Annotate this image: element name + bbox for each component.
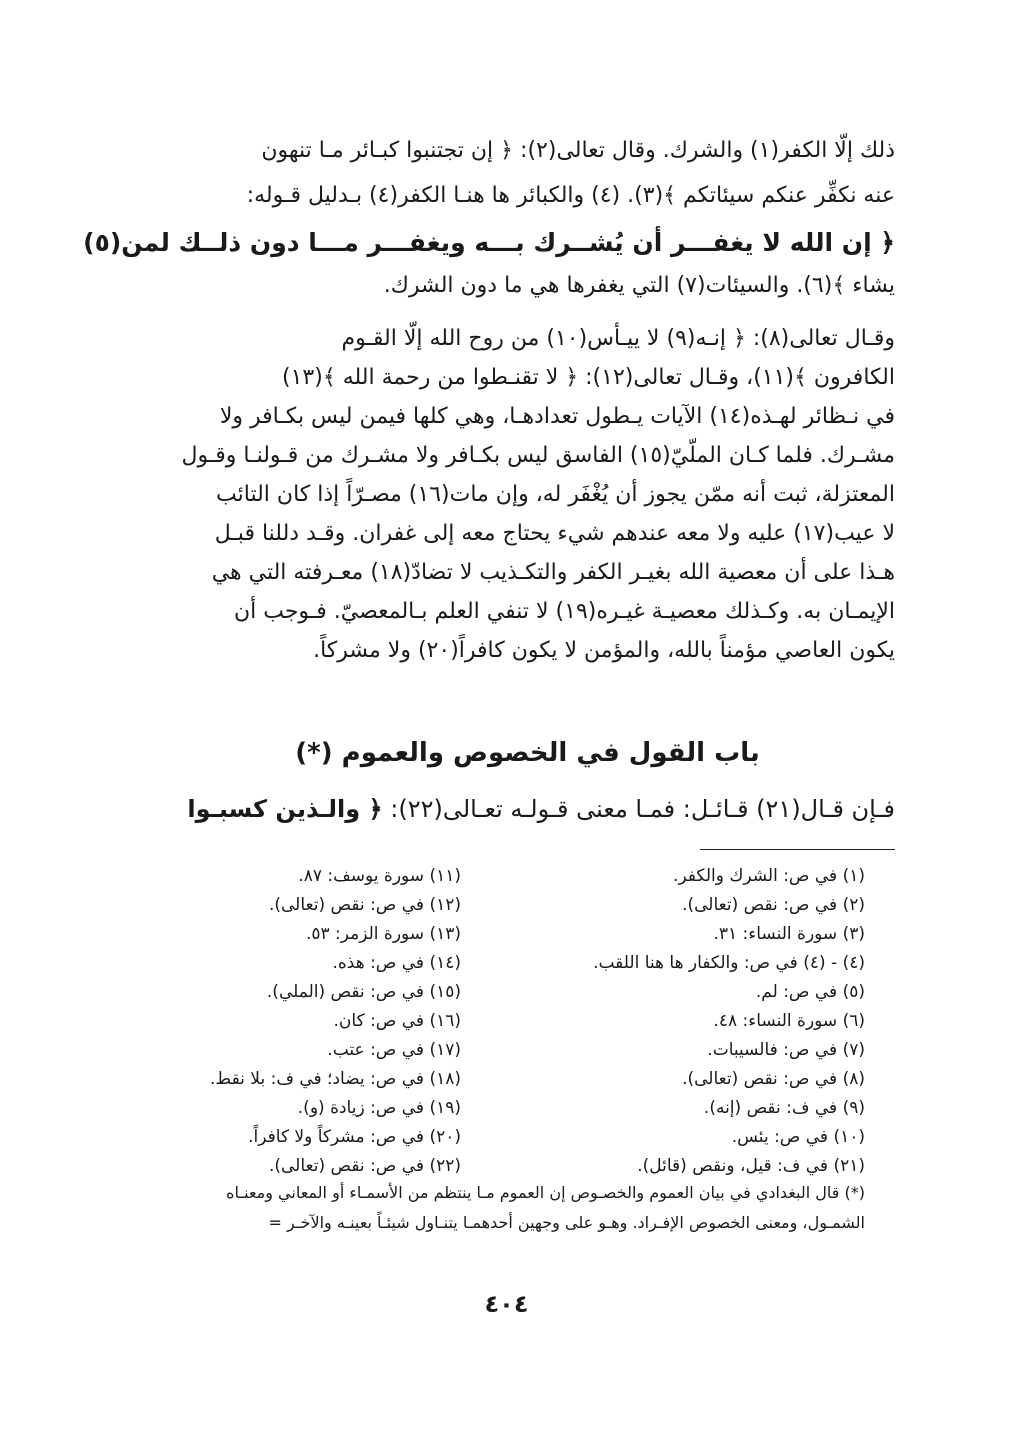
- footnote: (٣) سورة النساء: ٣١.: [713, 924, 865, 944]
- footnote: (١١) سورة يوسف: ٨٧.: [298, 866, 461, 886]
- footnote: (٢) في ص: نقص (تعالى).: [682, 895, 865, 915]
- footnote: (٤) - (٤) في ص: والكفار ها هنا اللقب.: [593, 953, 865, 973]
- footnote: (١٢) في ص: نقص (تعالى).: [268, 895, 461, 915]
- footnote: (١٨) في ص: يضاد؛ في ف: بلا نقط.: [210, 1069, 461, 1089]
- footnote: (١) في ص: الشرك والكفر.: [673, 866, 865, 886]
- paragraph-1: [83, 138, 895, 320]
- footnote: (١٤) في ص: هذه.: [332, 953, 461, 973]
- footnote: (٨) في ص: نقص (تعالى).: [682, 1069, 865, 1089]
- paragraph-2: [160, 328, 895, 679]
- footnote: (٧) في ص: فالسيبات.: [707, 1040, 865, 1060]
- footnote: (٩) في ف: نقص (إنه).: [703, 1098, 865, 1118]
- page-number: ٤٠٤: [484, 1290, 529, 1318]
- footnote-star: [150, 1178, 865, 1238]
- footnote-star-line: (*) قال البغدادي في بيان العموم والخصـوص إن العموم مـا ينتظم من الأسمـاء أو المعاني ومعنـاه: [226, 1183, 865, 1202]
- p2-line: يكون العاصي مؤمناً بالله، والمؤمن لا يكون كافراً(٢٠) ولا مشركاً.: [313, 638, 895, 663]
- lead-line: [160, 795, 895, 823]
- footnote: (١٦) في ص: كان.: [333, 1011, 461, 1031]
- p2-line: مشـرك. فلما كـان الملّيّ(١٥) الفاسق ليس بكـافر ولا مشـرك من قـولنـا وقـول: [181, 443, 895, 468]
- p2-line: هـذا على أن معصية الله بغيـر الكفر والتكـذيب لا تضادّ(١٨) معـرفته التي هي: [211, 560, 895, 585]
- p2-line: الإيمـان به. وكـذلك معصيـة غيـره(١٩) لا تنفي العلم بـالمعصيّ. فـوجب أن: [233, 599, 895, 624]
- footnote: (١٣) سورة الزمر: ٥٣.: [305, 924, 461, 944]
- footnote: (٢٢) في ص: نقص (تعالى).: [268, 1156, 461, 1176]
- p2-line: لا عيب(١٧) عليه ولا معه عندهم شيء يحتاج معه إلى غفران. وقـد دللنا قبـل: [214, 521, 895, 546]
- p2-line: في نـظائر لهـذه(١٤) الآيات يـطول تعدادهـا، وهي كلها فيمن ليس بكـافر ولا: [219, 404, 895, 429]
- section-heading: باب القول في الخصوص والعموم (*): [295, 738, 760, 768]
- footnote: (٢١) في ف: قيل، ونقص (قائل).: [637, 1156, 865, 1176]
- p1-line-quran: ﴿ إن الله لا يغفـــر أن يُشــرك بـــه ويغفـــر مـــا دون ذلــك لمن(٥): [83, 228, 895, 257]
- p2-line: الكافرون ﴾(١١)، وقـال تعالى(١٢): ﴿ لا تقنـطوا من رحمة الله ﴾(١٣): [282, 365, 895, 390]
- p1-line: ذلك إلّا الكفر(١) والشرك. وقال تعالى(٢): ﴿ إن تجتنبوا كبـائر مـا تنهون: [261, 138, 895, 163]
- footnote: (١٠) في ص: يئس.: [731, 1127, 865, 1147]
- footnote-star-line: الشمـول، ومعنى الخصوص الإفـراد. وهـو على وجهين أحدهمـا يتنـاول شيئـاً بعينـه والآخـر =: [268, 1213, 865, 1232]
- lead-text: فـإن قـال(٢١) قـائـل: فمـا معنى قـولـه تعـالى(٢٢):: [382, 795, 895, 823]
- footnotes-left-column: [141, 862, 461, 1181]
- lead-quote: ﴿ والـذين كسبـوا: [187, 795, 383, 823]
- p2-line: المعتزلة، ثبت أنه ممّن يجوز أن يُغْفَر له، وإن مات(١٦) مصـرّاً إذا كان التائب: [216, 482, 895, 507]
- footnote: (٢٠) في ص: مشركاً ولا كافراً.: [248, 1127, 461, 1147]
- footnote: (٥) في ص: لم.: [755, 982, 865, 1002]
- footnote: (١٥) في ص: نقص (الملي).: [266, 982, 461, 1002]
- p2-line: وقـال تعالى(٨): ﴿ إنـه(٩) لا ييـأس(١٠) من روح الله إلّا القـوم: [341, 326, 895, 351]
- p1-line: يشاء ﴾(٦). والسيئات(٧) التي يغفرها هي ما دون الشرك.: [383, 273, 895, 298]
- footnote: (١٧) في ص: عتب.: [327, 1040, 461, 1060]
- footnotes-right-column: [535, 862, 865, 1181]
- footnote: (٦) سورة النساء: ٤٨.: [713, 1011, 865, 1031]
- footnote: (١٩) في ص: زيادة (و).: [297, 1098, 461, 1118]
- footnote-divider: [700, 849, 895, 850]
- p1-line: عنه نكفِّر عنكم سيئاتكم ﴾(٣). (٤) والكبائر ها هنـا الكفر(٤) بـدليل قـوله:: [246, 183, 895, 208]
